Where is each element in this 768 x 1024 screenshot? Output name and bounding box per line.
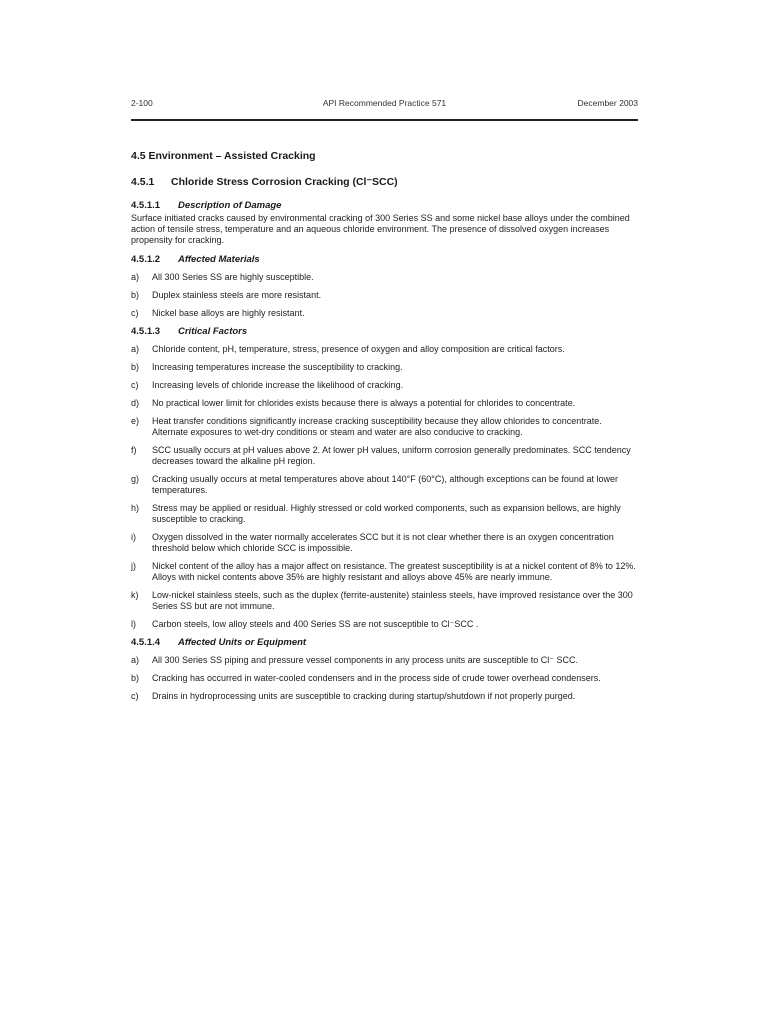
page-header [131, 98, 638, 112]
list-item-text: Nickel content of the alloy has a major affect on resistance. The greatest susceptibility is at a nickel content of 8% to 12%. Alloys with nickel contents above 35% are highly resistant and alloys above 45% are nearly immune. [152, 561, 636, 582]
list-item [131, 344, 638, 355]
list-item-label: l) [131, 619, 136, 629]
critical-factors-number: 4.5.1.3 [131, 326, 161, 337]
list-item-label: a) [131, 272, 140, 282]
list-item [131, 362, 638, 373]
list-item [131, 561, 638, 583]
affected-units-number: 4.5.1.4 [131, 637, 161, 648]
critical-factors-heading [131, 326, 638, 337]
list-item-text: All 300 Series SS piping and pressure vessel components in any process units are susceptible to Cl⁻ SCC. [152, 655, 578, 665]
list-item-label: b) [131, 290, 140, 300]
list-item-text: Oxygen dissolved in the water normally accelerates SCC but it is not clear whether there is an oxygen concentration threshold below which chloride SCC is impossible. [152, 532, 614, 553]
subsection-heading [131, 176, 638, 188]
description-title: Description of Damage [178, 200, 282, 211]
list-item-text: Drains in hydroprocessing units are susceptible to cracking during startup/shutdown if not properly purged. [152, 691, 576, 701]
list-item [131, 619, 638, 630]
list-item [131, 380, 638, 391]
list-item-text: Nickel base alloys are highly resistant. [152, 308, 305, 318]
affected-units-title: Affected Units or Equipment [178, 637, 307, 648]
list-item-text: No practical lower limit for chlorides exists because there is always a potential for chlorides to concentrate. [152, 398, 576, 408]
list-item [131, 290, 638, 301]
list-item [131, 474, 638, 496]
document-title: API Recommended Practice 571 [322, 98, 447, 108]
list-item [131, 673, 638, 684]
list-item [131, 691, 638, 702]
list-item-label: c) [131, 691, 139, 701]
list-item-label: g) [131, 474, 140, 484]
list-item-label: e) [131, 416, 140, 426]
list-item-text: Cracking has occurred in water-cooled condensers and in the process side of crude tower overhead condensers. [152, 673, 601, 683]
list-item [131, 308, 638, 319]
list-item-label: a) [131, 344, 140, 354]
list-item-text: Increasing levels of chloride increase the likelihood of cracking. [152, 380, 404, 390]
list-item-text: Heat transfer conditions significantly increase cracking susceptibility because they allow chlorides to concentrate. Alternate exposures to wet-dry conditions or steam and water are also conducive to cracking. [152, 416, 602, 437]
list-item [131, 503, 638, 525]
critical-factors-list [131, 344, 638, 630]
description-number: 4.5.1.1 [131, 200, 161, 211]
list-item-text: Carbon steels, low alloy steels and 400 Series SS are not susceptible to Cl⁻SCC . [152, 619, 479, 629]
list-item [131, 272, 638, 283]
section-heading: 4.5 Environment – Assisted Cracking [131, 150, 316, 162]
description-heading [131, 200, 638, 211]
list-item-label: j) [131, 561, 136, 571]
list-item-label: a) [131, 655, 140, 665]
list-item-text: Cracking usually occurs at metal temperatures above about 140°F (60°C), although exceptions can be found at lower temperatures. [152, 474, 618, 495]
list-item-text: Stress may be applied or residual. Highly stressed or cold worked components, such as expansion bellows, are highly susceptible to cracking. [152, 503, 621, 524]
list-item [131, 655, 638, 666]
list-item [131, 398, 638, 409]
page-content [131, 150, 638, 709]
list-item-label: k) [131, 590, 139, 600]
subsection-number: 4.5.1 [131, 176, 155, 188]
list-item-label: b) [131, 362, 140, 372]
list-item-label: d) [131, 398, 140, 408]
list-item-text: Low-nickel stainless steels, such as the duplex (ferrite-austenite) stainless steels, have improved resistance over the 300 Series SS but are not immune. [152, 590, 633, 611]
list-item-label: f) [131, 445, 137, 455]
critical-factors-title: Critical Factors [178, 326, 248, 337]
list-item-text: All 300 Series SS are highly susceptible. [152, 272, 314, 282]
list-item [131, 416, 638, 438]
description-text: Surface initiated cracks caused by environmental cracking of 300 Series SS and some nickel base alloys under the combined action of tensile stress, temperature and an aqueous chloride environment. The presence of dissolved oxygen increases propensity for cracking. [131, 213, 630, 245]
list-item-label: c) [131, 308, 139, 318]
list-item-label: b) [131, 673, 140, 683]
affected-units-heading [131, 637, 638, 648]
affected-materials-list [131, 272, 638, 319]
list-item-text: Duplex stainless steels are more resistant. [152, 290, 322, 300]
affected-materials-title: Affected Materials [178, 254, 260, 265]
list-item [131, 532, 638, 554]
list-item-label: i) [131, 532, 136, 542]
list-item [131, 445, 638, 467]
header-rule [131, 119, 638, 121]
list-item-text: Increasing temperatures increase the susceptibility to cracking. [152, 362, 403, 372]
document-date: December 2003 [577, 98, 638, 108]
page-number: 2-100 [131, 98, 153, 108]
list-item-label: c) [131, 380, 139, 390]
list-item-label: h) [131, 503, 140, 513]
list-item-text: SCC usually occurs at pH values above 2. At lower pH values, uniform corrosion generally predominates. SCC tendency decreases toward the alkaline pH region. [152, 445, 631, 466]
list-item-text: Chloride content, pH, temperature, stress, presence of oxygen and alloy composition are critical factors. [152, 344, 565, 354]
list-item [131, 590, 638, 612]
subsection-title: Chloride Stress Corrosion Cracking (Cl⁻SCC) [171, 176, 398, 188]
affected-units-list [131, 655, 638, 702]
affected-materials-heading [131, 254, 638, 265]
affected-materials-number: 4.5.1.2 [131, 254, 161, 265]
